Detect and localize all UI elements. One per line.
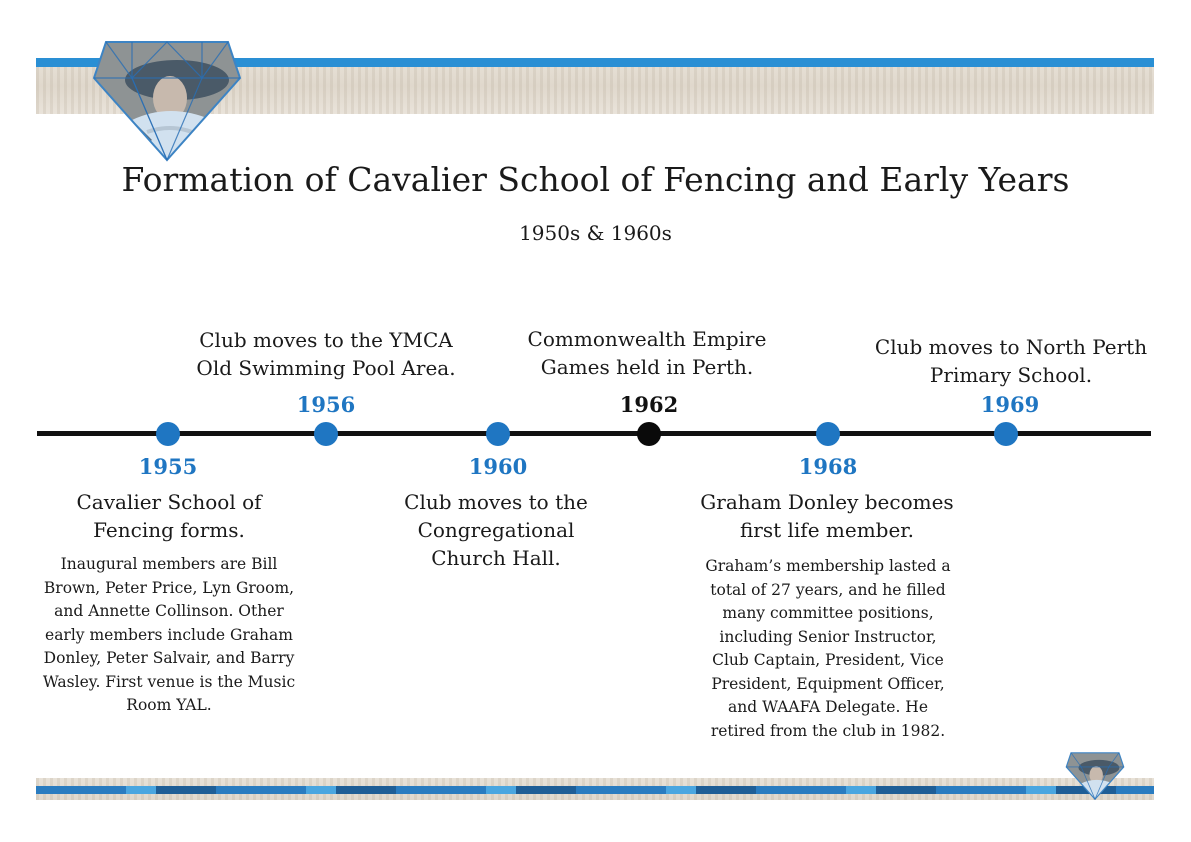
event-headline-1960: Club moves to the Congregational Church Hall.: [404, 490, 588, 570]
timeline-dot-1960: [486, 422, 510, 446]
cavalier-diamond-logo-small: [1062, 752, 1128, 800]
event-details-1968: Graham’s membership lasted a total of 27 years, and he filled many committee positions, including Senior Instructor, Club Captain, President, Vice President, Equipment Officer, and WAAFA Delegate. He retired from the club in 1982.: [705, 557, 951, 740]
page-subtitle: 1950s & 1960s: [519, 221, 672, 245]
year-label-1960: 1960: [468, 454, 528, 479]
year-label-1968: 1968: [798, 454, 858, 479]
timeline-dot-1956: [314, 422, 338, 446]
event-headline-1956: Club moves to the YMCA Old Swimming Pool Area.: [196, 328, 456, 380]
timeline-dot-1962: [637, 422, 661, 446]
event-headline-1969: Club moves to North Perth Primary School.: [874, 335, 1148, 387]
page-title: Formation of Cavalier School of Fencing and Early Years: [121, 160, 1070, 199]
footer-band-stripe: [36, 786, 1154, 794]
event-headline-1955: Cavalier School of Fencing forms.: [76, 490, 262, 542]
timeline-line: [37, 431, 1151, 436]
cavalier-diamond-logo: [92, 40, 242, 162]
timeline-dot-1969: [994, 422, 1018, 446]
year-label-1956: 1956: [296, 392, 356, 417]
event-headline-1962: Commonwealth Empire Games held in Perth.: [527, 327, 767, 379]
event-headline-1968: Graham Donley becomes first life member.: [700, 490, 954, 542]
year-label-1962: 1962: [619, 392, 679, 417]
timeline-dot-1968: [816, 422, 840, 446]
timeline-dot-1955: [156, 422, 180, 446]
year-label-1969: 1969: [980, 392, 1040, 417]
year-label-1955: 1955: [138, 454, 198, 479]
event-details-1955: Inaugural members are Bill Brown, Peter Price, Lyn Groom, and Annette Collinson. Other early members include Graham Donley, Peter Salvair, and Barry Wasley. First venue is the Music Room YAL.: [42, 555, 296, 714]
